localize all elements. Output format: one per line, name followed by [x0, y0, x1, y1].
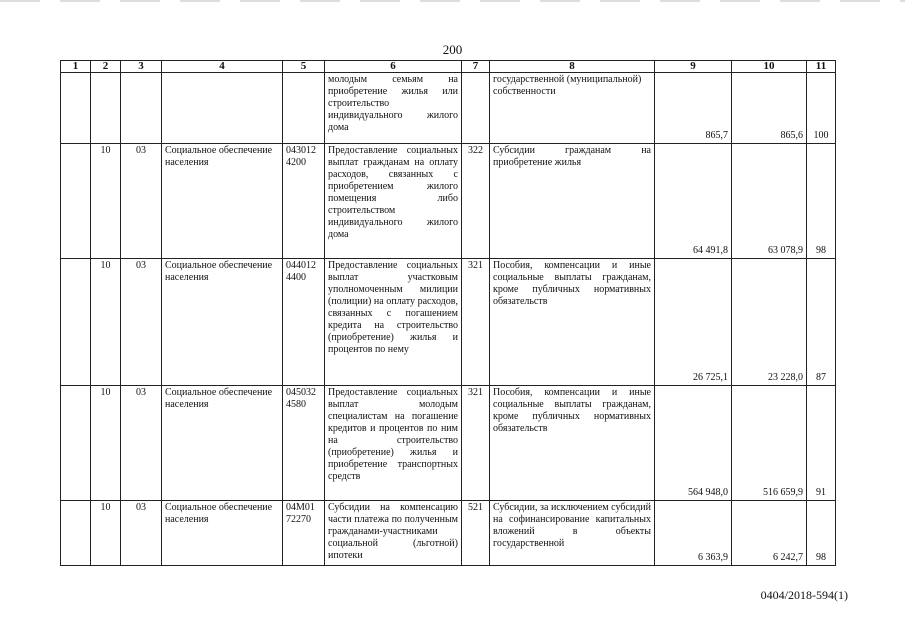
cell-section: 10 — [91, 386, 121, 501]
cell-target-code: 045032 4580 — [283, 386, 325, 501]
table-row — [61, 259, 836, 386]
cell-planned: 865,7 — [655, 73, 732, 144]
cell-expense-name: Субсидии гражданам на приобретение жилья — [490, 144, 655, 259]
cell-expense-code: 322 — [462, 144, 490, 259]
cell-row-number — [61, 259, 91, 386]
cell-expense-code — [462, 73, 490, 144]
cell-section: 10 — [91, 501, 121, 566]
cell-section-name: Социальное обеспечение населения — [162, 501, 283, 566]
cell-planned: 64 491,8 — [655, 144, 732, 259]
cell-expense-name: Пособия, компенсации и иные социальные выплаты гражданам, кроме публичных нормативных обязательств — [490, 386, 655, 501]
header-row — [61, 61, 836, 73]
cell-planned: 564 948,0 — [655, 386, 732, 501]
cell-row-number — [61, 73, 91, 144]
cell-section-name: Социальное обеспечение населения — [162, 144, 283, 259]
cell-target-code: 043012 4200 — [283, 144, 325, 259]
table-row — [61, 73, 836, 144]
cell-expense-name: Субсидии, за исключением субсидий на софинансирование капитальных вложений в объекты государственной — [490, 501, 655, 566]
cell-executed: 63 078,9 — [732, 144, 807, 259]
col-header-2: 2 — [91, 61, 121, 73]
cell-planned: 6 363,9 — [655, 501, 732, 566]
cell-target-code — [283, 73, 325, 144]
table-row — [61, 501, 836, 566]
col-header-8: 8 — [490, 61, 655, 73]
col-header-4: 4 — [162, 61, 283, 73]
table-row — [61, 386, 836, 501]
cell-percent: 87 — [807, 259, 836, 386]
cell-expense-code: 321 — [462, 259, 490, 386]
cell-executed: 6 242,7 — [732, 501, 807, 566]
cell-executed: 516 659,9 — [732, 386, 807, 501]
cell-executed: 23 228,0 — [732, 259, 807, 386]
document-code: 0404/2018-594(1) — [760, 588, 848, 602]
table-row — [61, 144, 836, 259]
cell-expense-code: 321 — [462, 386, 490, 501]
col-header-1: 1 — [61, 61, 91, 73]
cell-expense-name: Пособия, компенсации и иные социальные выплаты гражданам, кроме публичных нормативных обязательств — [490, 259, 655, 386]
cell-expense-code: 521 — [462, 501, 490, 566]
cell-target-code: 04М01 72270 — [283, 501, 325, 566]
cell-target-name: Предоставление социальных выплат участковым уполномоченным милиции (полиции) на оплату расходов, связанных с погашением кредита на строительство (приобретение) жилья и процентов по нему — [325, 259, 462, 386]
cell-percent: 98 — [807, 501, 836, 566]
col-header-9: 9 — [655, 61, 732, 73]
cell-expense-name: государственной (муниципальной) собственности — [490, 73, 655, 144]
budget-table — [60, 60, 836, 566]
col-header-6: 6 — [325, 61, 462, 73]
cell-row-number — [61, 144, 91, 259]
cell-row-number — [61, 386, 91, 501]
cell-section-name — [162, 73, 283, 144]
cell-target-name: Предоставление социальных выплат гражданам на оплату расходов, связанных с приобретением жилого помещения либо строительством индивидуального жилого дома — [325, 144, 462, 259]
cell-target-name: Предоставление социальных выплат молодым специалистам на погашение кредитов и процентов по ним на строительство (приобретение) жилья и приобретение транспортных средств — [325, 386, 462, 501]
cell-section — [91, 73, 121, 144]
page-number: 200 — [442, 42, 463, 57]
col-header-10: 10 — [732, 61, 807, 73]
cell-row-number — [61, 501, 91, 566]
cell-target-name: молодым семьям на приобретение жилья или строительство индивидуального жилого дома — [325, 73, 462, 144]
cell-section-name: Социальное обеспечение населения — [162, 386, 283, 501]
col-header-3: 3 — [121, 61, 162, 73]
cell-subsection: 03 — [121, 386, 162, 501]
col-header-7: 7 — [462, 61, 490, 73]
col-header-11: 11 — [807, 61, 836, 73]
cell-percent: 100 — [807, 73, 836, 144]
cell-subsection: 03 — [121, 144, 162, 259]
cell-section-name: Социальное обеспечение населения — [162, 259, 283, 386]
cell-subsection: 03 — [121, 259, 162, 386]
cell-section: 10 — [91, 259, 121, 386]
cell-percent: 98 — [807, 144, 836, 259]
cell-percent: 91 — [807, 386, 836, 501]
cell-executed: 865,6 — [732, 73, 807, 144]
cell-target-name: Субсидии на компенсацию части платежа по полученным гражданами-участниками социальной (льготной) ипотеки — [325, 501, 462, 566]
col-header-5: 5 — [283, 61, 325, 73]
cell-target-code: 044012 4400 — [283, 259, 325, 386]
cell-section: 10 — [91, 144, 121, 259]
cell-subsection — [121, 73, 162, 144]
scan-edge — [0, 0, 905, 2]
cell-subsection: 03 — [121, 501, 162, 566]
cell-planned: 26 725,1 — [655, 259, 732, 386]
